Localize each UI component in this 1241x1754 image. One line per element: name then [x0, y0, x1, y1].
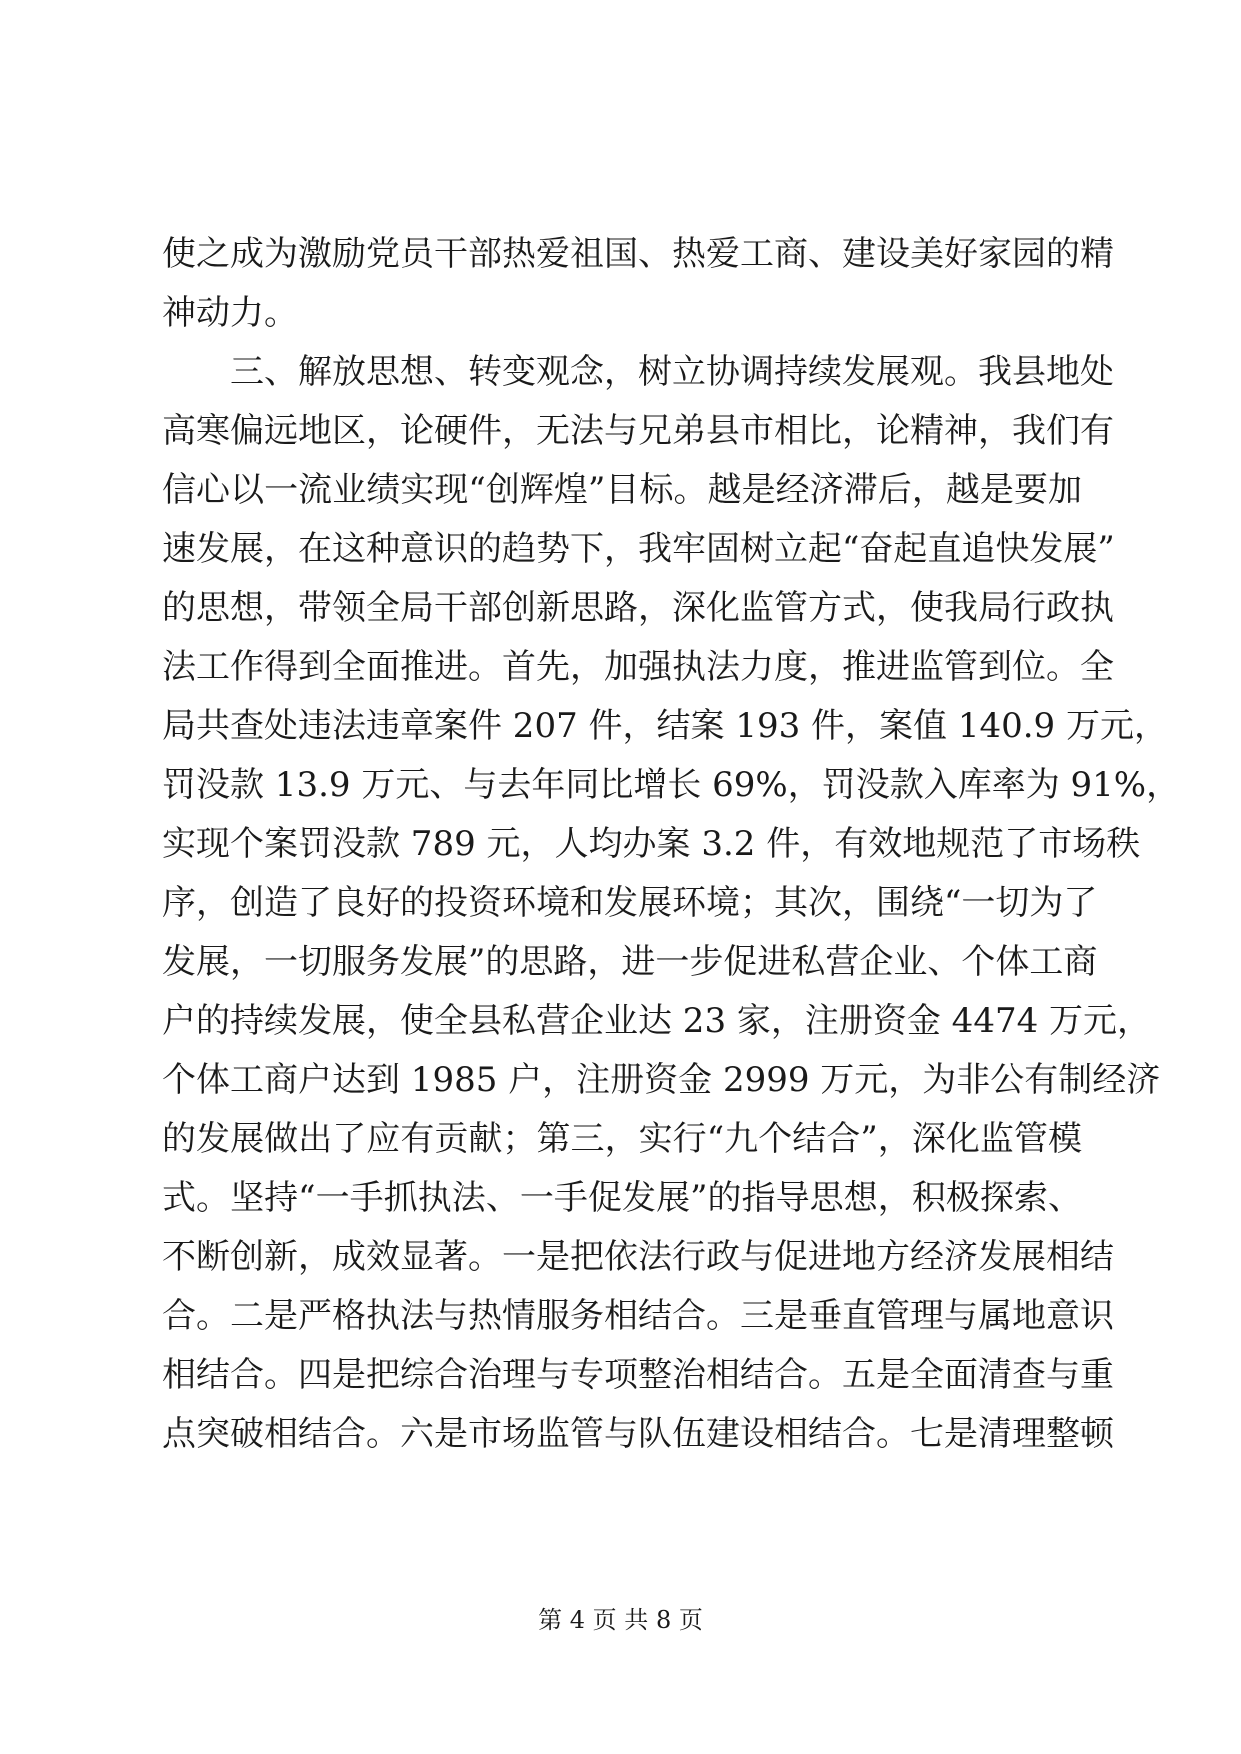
text-line: 局共查处违法违章案件 207 件，结案 193 件，案值 140.9 万元， [162, 706, 1168, 746]
text-line: 点突破相结合。六是市场监管与队伍建设相结合。七是清理整顿 [162, 1414, 1114, 1454]
text-line: 户的持续发展，使全县私营企业达 23 家，注册资金 4474 万元， [162, 1001, 1152, 1041]
text-line: 的发展做出了应有贡献；第三，实行“九个结合”，深化监管模 [162, 1119, 1082, 1159]
text-line: 式。坚持“一手抓执法、一手促发展”的指导思想，积极探索、 [162, 1178, 1082, 1218]
text-line: 使之成为激励党员干部热爱祖国、热爱工商、建设美好家园的精 [162, 234, 1114, 274]
text-line: 序，创造了良好的投资环境和发展环境；其次，围绕“一切为了 [162, 883, 1098, 923]
text-line: 的思想，带领全局干部创新思路，深化监管方式，使我局行政执 [162, 588, 1114, 628]
page-footer: 第 4 页 共 8 页 [538, 1606, 703, 1634]
text-line: 速发展，在这种意识的趋势下，我牢固树立起“奋起直追快发展” [162, 529, 1115, 569]
paragraph-first-line: 三、解放思想、转变观念，树立协调持续发展观。我县地处 [230, 352, 1114, 392]
text-line: 法工作得到全面推进。首先，加强执法力度，推进监管到位。全 [162, 647, 1114, 687]
text-line: 发展，一切服务发展”的思路，进一步促进私营企业、个体工商 [162, 942, 1098, 982]
text-line: 不断创新，成效显著。一是把依法行政与促进地方经济发展相结 [162, 1237, 1114, 1277]
text-line: 神动力。 [162, 293, 298, 333]
text-line: 高寒偏远地区，论硬件，无法与兄弟县市相比，论精神，我们有 [162, 411, 1114, 451]
text-line: 合。二是严格执法与热情服务相结合。三是垂直管理与属地意识 [162, 1296, 1114, 1336]
text-line: 罚没款 13.9 万元、与去年同比增长 69%，罚没款入库率为 91%， [162, 765, 1181, 805]
text-line: 信心以一流业绩实现“创辉煌”目标。越是经济滞后，越是要加 [162, 470, 1082, 510]
text-line: 实现个案罚没款 789 元，人均办案 3.2 件，有效地规范了市场秩 [162, 824, 1141, 864]
text-line: 相结合。四是把综合治理与专项整治相结合。五是全面清查与重 [162, 1355, 1114, 1395]
text-line: 个体工商户达到 1985 户，注册资金 2999 万元，为非公有制经济 [162, 1060, 1161, 1100]
